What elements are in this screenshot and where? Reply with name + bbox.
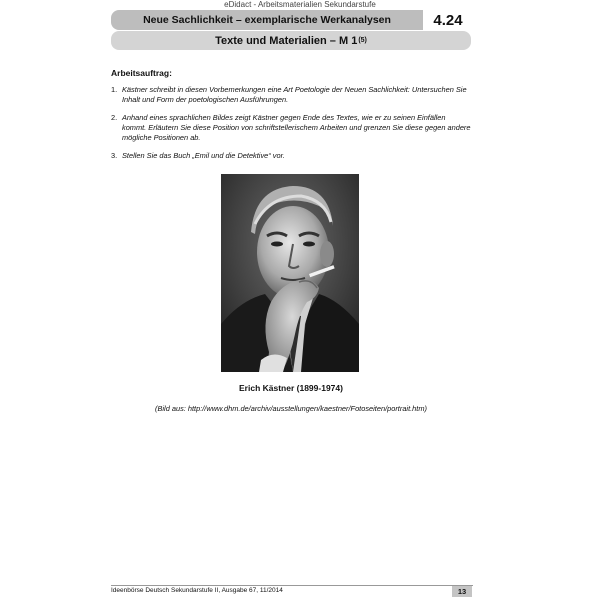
top-banner: eDidact - Arbeitsmaterialien Sekundarstufe	[224, 0, 376, 9]
portrait-photo	[221, 174, 359, 372]
photo-caption: Erich Kästner (1899-1974)	[239, 383, 343, 393]
footer-divider	[111, 585, 473, 586]
page-title: Neue Sachlichkeit – exemplarische Werkanalysen	[111, 10, 423, 30]
chapter-number: 4.24	[433, 11, 463, 29]
task-number: 2.	[111, 113, 118, 122]
material-title-bar	[111, 31, 471, 50]
material-title-suffix: (5)	[358, 37, 367, 44]
footer-text: Ideenbörse Deutsch Sekundarstufe II, Ausgabe 67, 11/2014	[111, 587, 283, 594]
image-source: (Bild aus: http://www.dhm.de/archiv/ausstellungen/kaestner/Fotoseiten/portrait.htm)	[155, 404, 427, 413]
task-text: Anhand eines sprachlichen Bildes zeigt Kästner gegen Ende des Textes, wie er zu seinen Einfällen kommt. Erläutern Sie diese Position von schriftstellerischem Arbeiten und grenzen Sie diese gegen andere mögliche Positionen ab.	[122, 113, 471, 142]
task-list	[111, 85, 471, 169]
task-number: 3.	[111, 151, 118, 160]
task-item	[111, 113, 471, 143]
task-number: 1.	[111, 85, 118, 94]
page-number: 13	[452, 586, 472, 597]
header-row	[111, 10, 471, 30]
task-text: Stellen Sie das Buch „Emil und die Detektive“ vor.	[122, 151, 285, 160]
task-text: Kästner schreibt in diesen Vorbemerkungen eine Art Poetologie der Neuen Sachlichkeit: Untersuchen Sie Inhalt und Form der poetologischen Ausführungen.	[122, 85, 467, 104]
assignment-heading: Arbeitsauftrag:	[111, 68, 172, 78]
portrait-illustration	[221, 174, 359, 372]
task-item	[111, 85, 471, 105]
task-item	[111, 151, 471, 161]
material-title: Texte und Materialien – M 1	[215, 34, 358, 47]
